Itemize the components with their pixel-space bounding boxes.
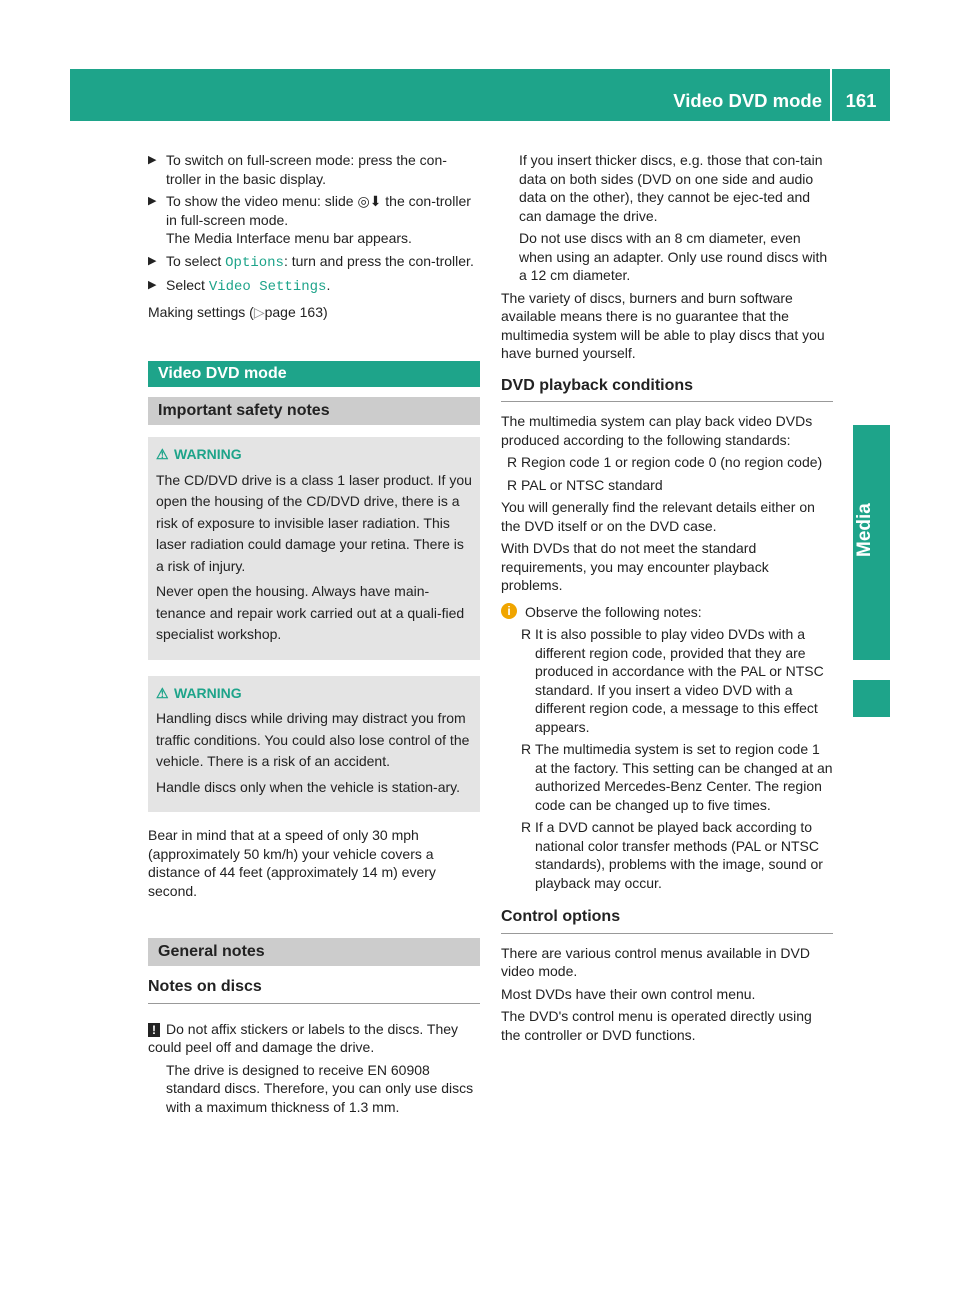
arrow-icon: ▶ xyxy=(148,195,157,207)
section-title: Video DVD mode xyxy=(148,361,480,387)
list-item: R If a DVD cannot be played back according to national color transfer methods (PAL or NTSC standards), problems with the image, sound or playback may occur. xyxy=(521,819,823,891)
bullet-icon: R xyxy=(521,626,532,642)
menu-item-options: Options xyxy=(225,254,284,271)
arrow-icon: ▶ xyxy=(148,279,157,291)
step-note: The Media Interface menu bar appears. xyxy=(166,230,412,246)
list-item: R It is also possible to play video DVDs with a different region code, provided that they are produced in accordance with the PAL or NTSC standard. If you insert a video DVD with a different region code, a message to this effect appears. xyxy=(521,626,824,735)
warning-box: ⚠ WARNING The CD/DVD drive is a class 1 laser product. If you open the housing of the CD/DVD drive, there is a risk of exposure to invisible laser radiation. This laser radiation could damage your retina. There is a risk of injury. Never open the housing. Always have main-tenance and repair work carried out at a quali-fied specialist workshop. xyxy=(148,437,480,660)
heading-notes-on-discs: Notes on discs xyxy=(148,978,480,1004)
page-reference: Making settings (▷page 163) xyxy=(148,303,328,320)
paragraph: You will generally find the relevant details either on the DVD itself or on the DVD case. xyxy=(501,499,815,534)
step-item: ▶ To show the video menu: slide ◎⬇ the con-troller in full-screen mode. The Media Interface menu bar appears. xyxy=(148,193,471,246)
bullet-icon: R xyxy=(521,819,532,835)
arrow-icon: ▶ xyxy=(148,254,157,267)
paragraph: With DVDs that do not meet the standard requirements, you may encounter playback problems. xyxy=(501,540,769,593)
list-item: R PAL or NTSC standard xyxy=(507,476,663,493)
info-note: i Observe the following notes: xyxy=(501,603,833,622)
controller-slide-icon: ◎⬇ xyxy=(357,193,382,209)
exclamation-icon: ! xyxy=(148,1023,160,1037)
warning-title: WARNING xyxy=(174,446,242,462)
side-tab-label: Media xyxy=(854,503,875,557)
paragraph: There are various control menus available in DVD video mode. xyxy=(501,944,810,979)
step-item: ▶ To switch on full-screen mode: press the con-troller in the basic display. xyxy=(148,152,447,187)
warning-icon: ⚠ xyxy=(156,446,169,462)
left-column xyxy=(148,151,480,1120)
subsection-title: Important safety notes xyxy=(148,397,480,425)
paragraph: Most DVDs have their own control menu. xyxy=(501,985,756,1002)
warning-title: WARNING xyxy=(174,684,242,701)
caution-note: ! Do not affix stickers or labels to the discs. They could peel off and damage the drive. The drive is designed to receive EN 60908 standard discs. Therefore, you can only use discs with a maximum thickness of 1.3 mm. xyxy=(148,1020,474,1115)
bullet-icon: R xyxy=(507,454,518,470)
paragraph: The variety of discs, burners and burn software available means there is no guarantee that the multimedia system will be able to play discs that you have burned yourself. xyxy=(501,289,825,361)
step-item: ▶ Select Video Settings. xyxy=(148,277,331,295)
warning-icon: ⚠ xyxy=(156,684,169,701)
right-column xyxy=(501,151,833,1048)
step-item: ▶ To select Options: turn and press the con-troller. xyxy=(148,252,474,271)
bullet-icon: R xyxy=(521,741,532,757)
side-tab-marker xyxy=(853,680,890,717)
subsection-title: General notes xyxy=(148,938,480,966)
paragraph: If you insert thicker discs, e.g. those that con-tain data on both sides (DVD on one side and audio data on the other), they cannot be ejec-ted and can damage the drive. xyxy=(519,152,823,224)
paragraph: Do not use discs with an 8 cm diameter, even when using an adapter. Only use round discs with a 12 cm diameter. xyxy=(519,230,828,283)
menu-item-video-settings: Video Settings xyxy=(208,279,327,295)
header-title: Video DVD mode xyxy=(673,90,822,111)
page-ref-icon: ▷ xyxy=(253,303,265,320)
speed-note: Bear in mind that at a speed of only 30 mph (approximately 50 km/h) your vehicle covers a distance of 44 feet (approximately 14 m) every second. xyxy=(148,827,436,899)
list-item: R The multimedia system is set to region code 1 at the factory. This setting can be changed at an authorized Mercedes-Benz Center. The region code can be changed up to five times. xyxy=(521,741,833,813)
header-separator xyxy=(830,69,832,121)
info-icon: i xyxy=(501,603,517,619)
heading-playback-conditions: DVD playback conditions xyxy=(501,377,833,403)
arrow-icon: ▶ xyxy=(148,154,157,166)
paragraph: The multimedia system can play back video DVDs produced according to the following standards: xyxy=(501,413,813,448)
page-number: 161 xyxy=(845,90,877,111)
list-item: R Region code 1 or region code 0 (no region code) xyxy=(507,454,823,470)
paragraph: The DVD's control menu is operated directly using the controller or DVD functions. xyxy=(501,1008,812,1043)
heading-control-options: Control options xyxy=(501,908,833,934)
bullet-icon: R xyxy=(507,476,518,493)
warning-box: ⚠ WARNING Handling discs while driving may distract you from traffic conditions. You could also lose control of the vehicle. There is a risk of an accident. Handle discs only when the vehicle is station-ary. xyxy=(148,676,480,813)
